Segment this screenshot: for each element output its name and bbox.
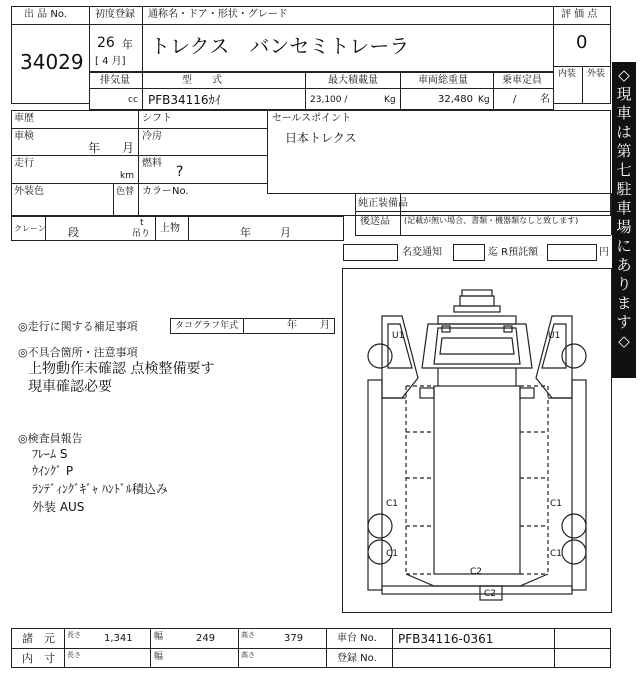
details-grid bbox=[11, 110, 611, 216]
length-value: 1,341 bbox=[104, 633, 133, 644]
capacity-label: 乗車定員 bbox=[502, 75, 542, 86]
banner-char: は bbox=[616, 123, 632, 141]
defects-line-1: 上物動作未確認 点検整備要す bbox=[28, 361, 215, 377]
displacement-label: 排気量 bbox=[100, 75, 130, 86]
defects-title: ◎不具合箇所・注意事項 bbox=[18, 346, 138, 359]
crane-stage-unit: 段 bbox=[68, 226, 79, 239]
ext-color-label: 外装色 bbox=[14, 186, 44, 197]
crane-t-unit: t bbox=[140, 218, 144, 228]
deposit-value-box bbox=[547, 244, 597, 261]
history-label: 車歴 bbox=[14, 113, 34, 124]
max-load-unit: Kg bbox=[384, 95, 396, 105]
banner-char: す bbox=[616, 313, 632, 331]
mark-c1-c: C1 bbox=[550, 499, 563, 509]
dims-label: 諸 元 bbox=[22, 632, 55, 645]
first-reg-month: [ 4 月] bbox=[95, 56, 126, 67]
chassis-value: PFB34116-0361 bbox=[398, 632, 494, 646]
shift-label: シフト bbox=[142, 113, 172, 124]
loading-year-unit: 年 bbox=[240, 226, 251, 239]
location-banner bbox=[612, 62, 636, 378]
lot-number: 34029 bbox=[20, 50, 84, 74]
inspection-year-unit: 年 bbox=[88, 141, 101, 155]
mark-c2-body: C2 bbox=[470, 567, 483, 577]
color-no2-label: カラーNo. bbox=[142, 186, 189, 197]
crane-label: クレーン bbox=[14, 224, 46, 233]
banner-char: 駐 bbox=[616, 180, 632, 198]
width-label: 幅 bbox=[154, 632, 164, 642]
height-label: 高さ bbox=[241, 631, 255, 639]
tacho-month-unit: 月 bbox=[320, 320, 330, 331]
banner-char: り bbox=[616, 275, 632, 293]
mark-c1-d: C1 bbox=[550, 549, 563, 559]
location-banner-text bbox=[612, 62, 636, 351]
sales-point-label: セールスポイント bbox=[272, 113, 352, 124]
chassis-label: 車台 No. bbox=[337, 633, 377, 644]
banner-char: 車 bbox=[616, 199, 632, 217]
model-code-label: 型 式 bbox=[182, 75, 222, 86]
inspector-line-1: ﾌﾚｰﾑ S bbox=[32, 447, 68, 461]
gross-weight-value: 32,480 bbox=[438, 94, 473, 105]
inspector-line-4: 外装 AUS bbox=[32, 500, 85, 514]
capacity-value: / bbox=[513, 94, 517, 105]
inspector-title: ◎検査員報告 bbox=[18, 432, 83, 445]
height-value: 379 bbox=[284, 633, 304, 644]
banner-char: に bbox=[616, 237, 632, 255]
fuel-value: ? bbox=[176, 164, 184, 180]
inspector-line-2: ｳｲﾝｸﾞ P bbox=[32, 464, 74, 478]
banner-char: あ bbox=[616, 256, 632, 274]
accessories-label: 純正装備品 bbox=[358, 198, 408, 209]
delivery-label: 後送品 bbox=[360, 216, 390, 227]
delivery-note: (記載が無い場合、書類・機器類なしと致します) bbox=[404, 216, 579, 225]
first-reg-label: 初度登録 bbox=[95, 9, 135, 20]
driving-title: ◎走行に関する補足事項 bbox=[18, 320, 138, 333]
fuel-label: 燃料 bbox=[142, 158, 162, 169]
mark-c1-a: C1 bbox=[386, 499, 399, 509]
banner-char: 車 bbox=[616, 104, 632, 122]
yen-label: 円 bbox=[599, 247, 609, 258]
inspector-line-3: ﾗﾝﾃﾞｨﾝｸﾞｷﾞｬ ﾊﾝﾄﾞﾙ積込み bbox=[32, 482, 168, 496]
exterior-label: 外装 bbox=[587, 69, 606, 79]
mark-u1-right: U1 bbox=[548, 331, 561, 341]
name-change-label: 名変通知 bbox=[402, 247, 442, 258]
inspection-month-unit: 月 bbox=[122, 141, 135, 155]
inspection-label: 車検 bbox=[14, 131, 34, 142]
inner-width-label: 幅 bbox=[154, 652, 164, 662]
loading-month-unit: 月 bbox=[280, 226, 291, 239]
banner-char: ◇ bbox=[618, 332, 630, 350]
mileage-unit: km bbox=[120, 171, 134, 181]
interior-label: 内装 bbox=[558, 69, 577, 79]
name-label: 通称名・ドア・形状・グレード bbox=[148, 9, 288, 20]
banner-char: ま bbox=[616, 294, 632, 312]
first-reg-year-unit: 年 bbox=[122, 38, 133, 51]
mark-u1-left: U1 bbox=[392, 331, 405, 341]
name-change-box bbox=[343, 244, 398, 261]
sales-point-value: 日本トレクス bbox=[285, 131, 357, 145]
model-code: PFB34116ｶｲ bbox=[148, 93, 221, 107]
length-label: 長さ bbox=[67, 631, 81, 639]
name-change-value-box bbox=[453, 244, 485, 261]
banner-char: 七 bbox=[616, 161, 632, 179]
model-name: トレクス バンセミトレーラ bbox=[150, 34, 410, 58]
displacement-unit: cc bbox=[128, 95, 138, 105]
loading-label: 上物 bbox=[160, 223, 180, 234]
banner-char: ◇ bbox=[618, 66, 630, 84]
inner-height-label: 高さ bbox=[241, 651, 255, 659]
color-no-label: 色替 bbox=[116, 187, 135, 197]
inner-label: 内 寸 bbox=[22, 652, 55, 665]
crane-lift-unit: 吊り bbox=[132, 229, 151, 239]
banner-char: 場 bbox=[616, 218, 632, 236]
deposit-label: 迄 R預託額 bbox=[488, 247, 539, 258]
score-label: 評 価 点 bbox=[561, 9, 598, 20]
lot-label: 出 品 No. bbox=[24, 9, 67, 20]
max-load-label: 最大積載量 bbox=[328, 75, 378, 86]
capacity-unit: 名 bbox=[540, 94, 550, 105]
score-value: 0 bbox=[576, 32, 588, 53]
mileage-label: 走行 bbox=[14, 158, 34, 169]
inner-length-label: 長さ bbox=[67, 651, 81, 659]
defects-line-2: 現車確認必要 bbox=[28, 379, 112, 395]
mark-c2-bumper: C2 bbox=[484, 589, 497, 599]
tacho-year-unit: 年 bbox=[287, 320, 297, 331]
ac-label: 冷房 bbox=[142, 131, 162, 142]
banner-char: 現 bbox=[616, 85, 632, 103]
gross-weight-unit: Kg bbox=[478, 95, 490, 105]
reg-label: 登録 No. bbox=[337, 653, 377, 664]
banner-char: 第 bbox=[616, 142, 632, 160]
vehicle-diagram bbox=[342, 268, 612, 613]
first-reg-year: 26 bbox=[97, 35, 115, 51]
width-value: 249 bbox=[196, 633, 216, 644]
max-load-value: 23,100 / bbox=[310, 95, 348, 105]
mark-c1-b: C1 bbox=[386, 549, 399, 559]
tacho-label: タコグラフ年式 bbox=[175, 321, 239, 331]
gross-weight-label: 車両総重量 bbox=[418, 75, 468, 86]
